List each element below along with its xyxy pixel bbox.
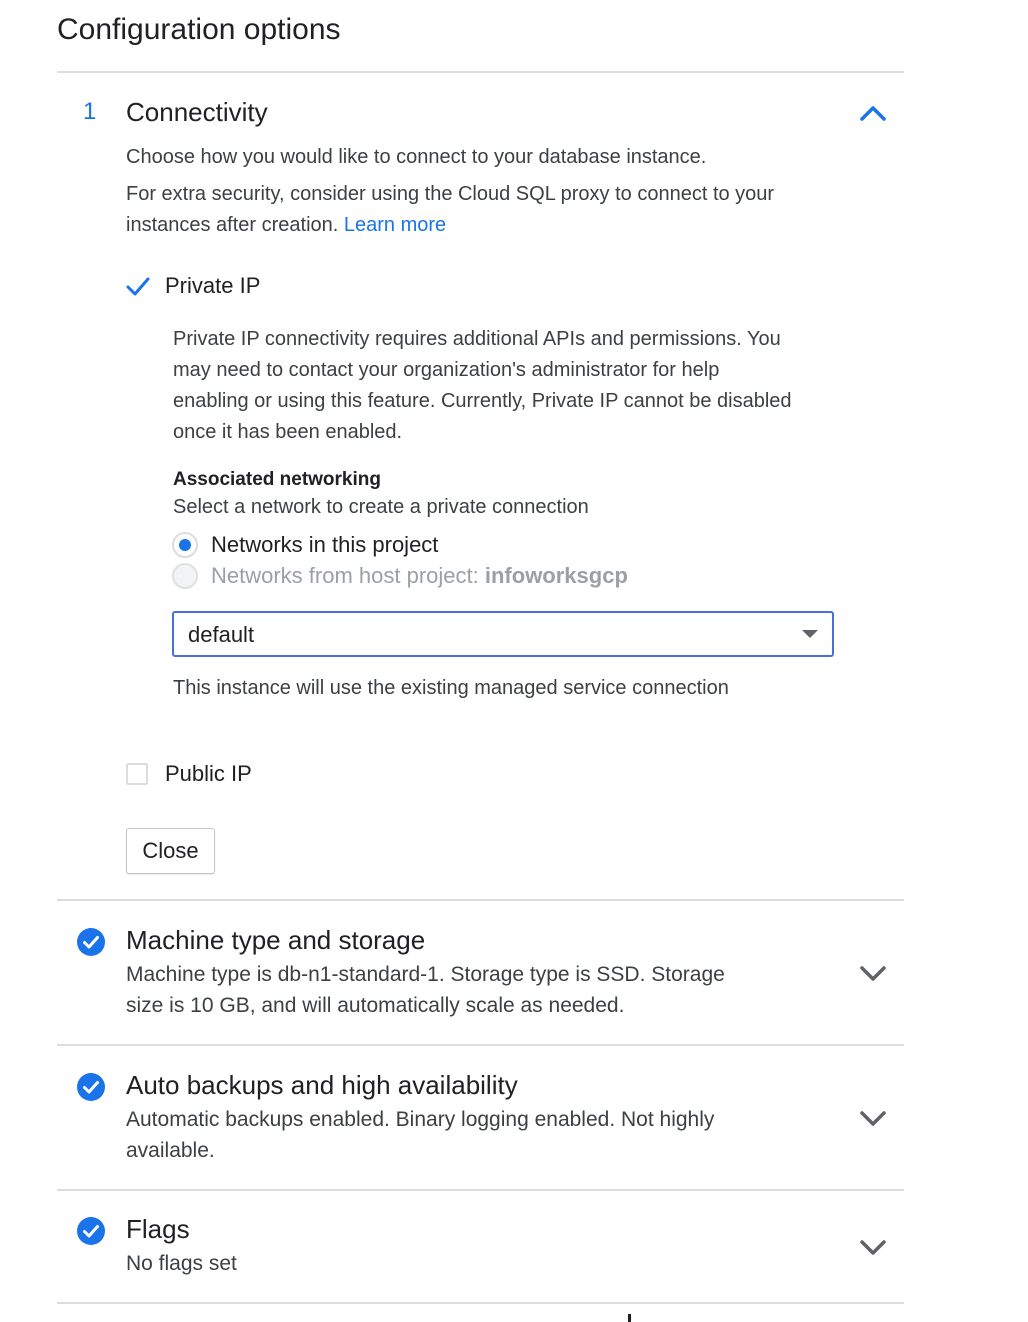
networks-this-project-label[interactable]: Networks in this project <box>211 532 439 557</box>
page-title: Configuration options <box>57 13 341 46</box>
dropdown-arrow-icon <box>802 630 818 638</box>
host-project-prefix: Networks from host project: <box>211 563 485 588</box>
private-ip-label[interactable]: Private IP <box>165 273 261 298</box>
backups-summary-line2: available. <box>126 1139 215 1162</box>
chevron-down-icon[interactable] <box>858 963 888 985</box>
flags-summary: No flags set <box>126 1252 237 1275</box>
section-divider <box>57 1189 904 1191</box>
learn-more-link[interactable]: Learn more <box>343 214 447 236</box>
network-select-value: default <box>188 622 255 647</box>
host-project-name: infoworksgcp <box>484 563 628 588</box>
associated-networking-heading: Associated networking <box>173 469 381 490</box>
machine-type-summary-line1: Machine type is db-n1-standard-1. Storage type is SSD. Storage <box>126 963 725 986</box>
bottom-divider <box>57 1302 904 1304</box>
close-button[interactable]: Close <box>126 828 215 874</box>
public-ip-label[interactable]: Public IP <box>165 761 252 786</box>
flags-section-title[interactable]: Flags <box>126 1214 190 1244</box>
private-ip-checkbox[interactable] <box>126 276 148 298</box>
associated-networking-subtext: Select a network to create a private connection <box>173 496 589 518</box>
chevron-down-icon[interactable] <box>858 1108 888 1130</box>
connection-note: This instance will use the existing managed service connection <box>173 677 729 699</box>
chevron-down-icon[interactable] <box>858 1237 888 1259</box>
security-note-text: instances after creation. <box>126 214 339 236</box>
check-circle-icon <box>77 928 105 956</box>
backups-summary-line1: Automatic backups enabled. Binary logging enabled. Not highly <box>126 1108 715 1131</box>
machine-type-section-title[interactable]: Machine type and storage <box>126 925 426 955</box>
section-divider <box>57 899 904 901</box>
backups-section-title[interactable]: Auto backups and high availability <box>126 1070 518 1100</box>
chevron-up-icon[interactable] <box>858 102 888 124</box>
private-ip-info-line3: enabling or using this feature. Currently, Private IP cannot be disabled <box>173 390 792 412</box>
step-number: 1 <box>83 98 97 125</box>
connectivity-section-title[interactable]: Connectivity <box>126 97 268 127</box>
check-circle-icon <box>77 1217 105 1245</box>
private-ip-info-line4: once it has been enabled. <box>173 421 403 443</box>
machine-type-summary-line2: size is 10 GB, and will automatically scale as needed. <box>126 994 625 1017</box>
check-circle-icon <box>77 1073 105 1101</box>
connectivity-description: Choose how you would like to connect to your database instance. <box>126 146 707 168</box>
section-divider <box>57 1044 904 1046</box>
networks-host-project-radio <box>172 563 198 589</box>
security-note-line1: For extra security, consider using the Cloud SQL proxy to connect to your <box>126 183 775 205</box>
top-divider <box>57 71 904 73</box>
text-cursor-mark <box>628 1314 631 1322</box>
private-ip-info-line2: may need to contact your organization's administrator for help <box>173 359 720 381</box>
security-note-line2 <box>126 210 446 241</box>
networks-host-project-label <box>211 562 628 590</box>
private-ip-info-line1: Private IP connectivity requires additional APIs and permissions. You <box>173 328 781 350</box>
networks-this-project-radio[interactable] <box>172 532 198 558</box>
public-ip-checkbox[interactable] <box>126 763 148 785</box>
network-select[interactable] <box>172 611 834 657</box>
